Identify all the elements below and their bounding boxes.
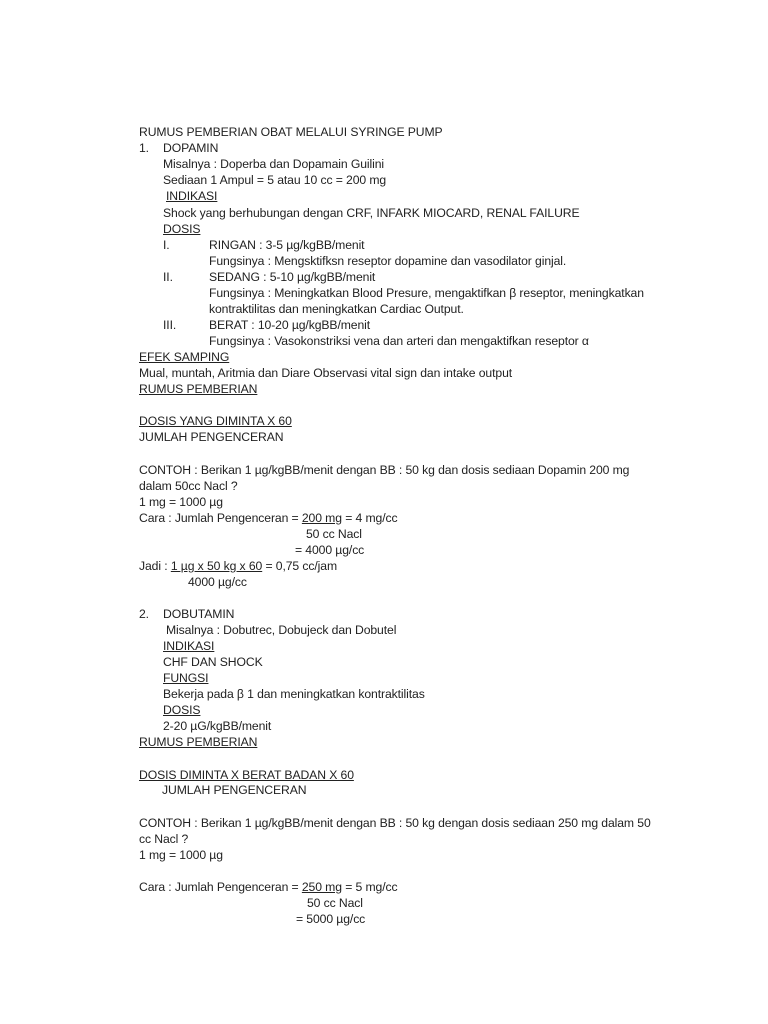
cara-result: = 5 mg/cc (341, 880, 398, 894)
dosis-level-label: RINGAN : 3-5 µg/kgBB/menit (209, 238, 365, 252)
dopamin-cara-result2: = 4000 µg/cc (295, 543, 365, 557)
dopamin-cara-denominator: 50 cc Nacl (306, 527, 362, 541)
dosis-level-fungsi: Fungsinya : Vasokonstriksi vena dan arteri dan mengaktifkan reseptor α (209, 334, 589, 348)
dobutamin-cara-denominator: 50 cc Nacl (307, 896, 363, 910)
dosis-level-numeral: II. (163, 270, 173, 284)
dosis-level-fungsi: Fungsinya : Meningkatkan Blood Presure, mengaktifkan β reseptor, meningkatkan (209, 286, 644, 300)
dopamin-rumus-heading: RUMUS PEMBERIAN (139, 382, 258, 396)
dosis-level-label: BERAT : 10-20 µg/kgBB/menit (209, 318, 371, 332)
dobutamin-indikasi-heading: INDIKASI (163, 639, 215, 653)
dopamin-contoh-line: CONTOH : Berikan 1 µg/kgBB/menit dengan BB : 50 kg dan dosis sediaan Dopamin 200 mg (139, 463, 630, 477)
dopamin-contoh-line: dalam 50cc Nacl ? (139, 479, 238, 493)
cara-result: = 4 mg/cc (341, 511, 398, 525)
dosis-level-fungsi: kontraktilitas dan meningkatkan Cardiac Output. (209, 302, 464, 316)
dosis-level-fungsi: Fungsinya : Mengsktifksn reseptor dopamine dan vasodilator ginjal. (209, 254, 567, 268)
section-number-dobutamin: 2. (139, 607, 149, 621)
dopamin-rumus-numerator: DOSIS YANG DIMINTA X 60 (139, 414, 292, 428)
dopamin-rumus-denominator: JUMLAH PENGENCERAN (139, 430, 284, 444)
dobutamin-misalnya: Misalnya : Dobutrec, Dobujeck dan Dobutel (166, 623, 397, 637)
section-number-dopamin: 1. (139, 141, 149, 155)
dopamin-misalnya: Misalnya : Doperba dan Dopamain Guilini (163, 157, 385, 171)
dobutamin-konversi: 1 mg = 1000 µg (139, 848, 223, 862)
dopamin-dosis-heading: DOSIS (163, 222, 201, 236)
dopamin-cara-line (139, 510, 397, 526)
dopamin-jadi-denominator: 4000 µg/cc (188, 575, 247, 589)
dosis-level-numeral: III. (163, 318, 177, 332)
dobutamin-rumus-numerator: DOSIS DIMINTA X BERAT BADAN X 60 (139, 768, 354, 782)
section-title-dopamin: DOPAMIN (163, 141, 219, 155)
jadi-numerator: 1 µg x 50 kg x 60 (170, 559, 263, 573)
dopamin-sediaan: Sediaan 1 Ampul = 5 atau 10 cc = 200 mg (163, 173, 387, 187)
dobutamin-contoh-line: CONTOH : Berikan 1 µg/kgBB/menit dengan BB : 50 kg dengan dosis sediaan 250 mg dalam 50 (139, 816, 651, 830)
dopamin-indikasi-text: Shock yang berhubungan dengan CRF, INFARK MIOCARD, RENAL FAILURE (163, 206, 580, 220)
dopamin-konversi: 1 mg = 1000 µg (139, 495, 223, 509)
dobutamin-contoh-line: cc Nacl ? (139, 832, 189, 846)
dobutamin-cara-line (139, 879, 397, 895)
dobutamin-fungsi-text: Bekerja pada β 1 dan meningkatkan kontraktilitas (163, 687, 425, 701)
dopamin-efek-heading: EFEK SAMPING (139, 350, 230, 364)
dobutamin-dosis-heading: DOSIS (163, 703, 201, 717)
dobutamin-dosis-text: 2-20 µG/kgBB/menit (163, 719, 272, 733)
dobutamin-rumus-denominator: JUMLAH PENGENCERAN (162, 783, 307, 797)
jadi-prefix: Jadi : (139, 559, 171, 573)
dobutamin-rumus-heading: RUMUS PEMBERIAN (139, 735, 258, 749)
dopamin-efek-text: Mual, muntah, Aritmia dan Diare Observasi vital sign dan intake output (139, 366, 513, 380)
document-title: RUMUS PEMBERIAN OBAT MELALUI SYRINGE PUMP (139, 125, 443, 139)
cara-numerator: 250 mg (301, 880, 342, 894)
section-title-dobutamin: DOBUTAMIN (163, 607, 235, 621)
cara-prefix: Cara : Jumlah Pengenceran = (139, 880, 302, 894)
dobutamin-cara-result2: = 5000 µg/cc (296, 912, 366, 926)
jadi-result: = 0,75 cc/jam (262, 559, 338, 573)
dopamin-jadi-line (139, 558, 337, 574)
dobutamin-fungsi-heading: FUNGSI (163, 671, 209, 685)
dobutamin-indikasi-text: CHF DAN SHOCK (163, 655, 263, 669)
dosis-level-label: SEDANG : 5-10 µg/kgBB/menit (209, 270, 376, 284)
dopamin-indikasi-heading: INDIKASI (166, 189, 218, 203)
cara-numerator: 200 mg (301, 511, 342, 525)
cara-prefix: Cara : Jumlah Pengenceran = (139, 511, 302, 525)
dosis-level-numeral: I. (163, 238, 170, 252)
